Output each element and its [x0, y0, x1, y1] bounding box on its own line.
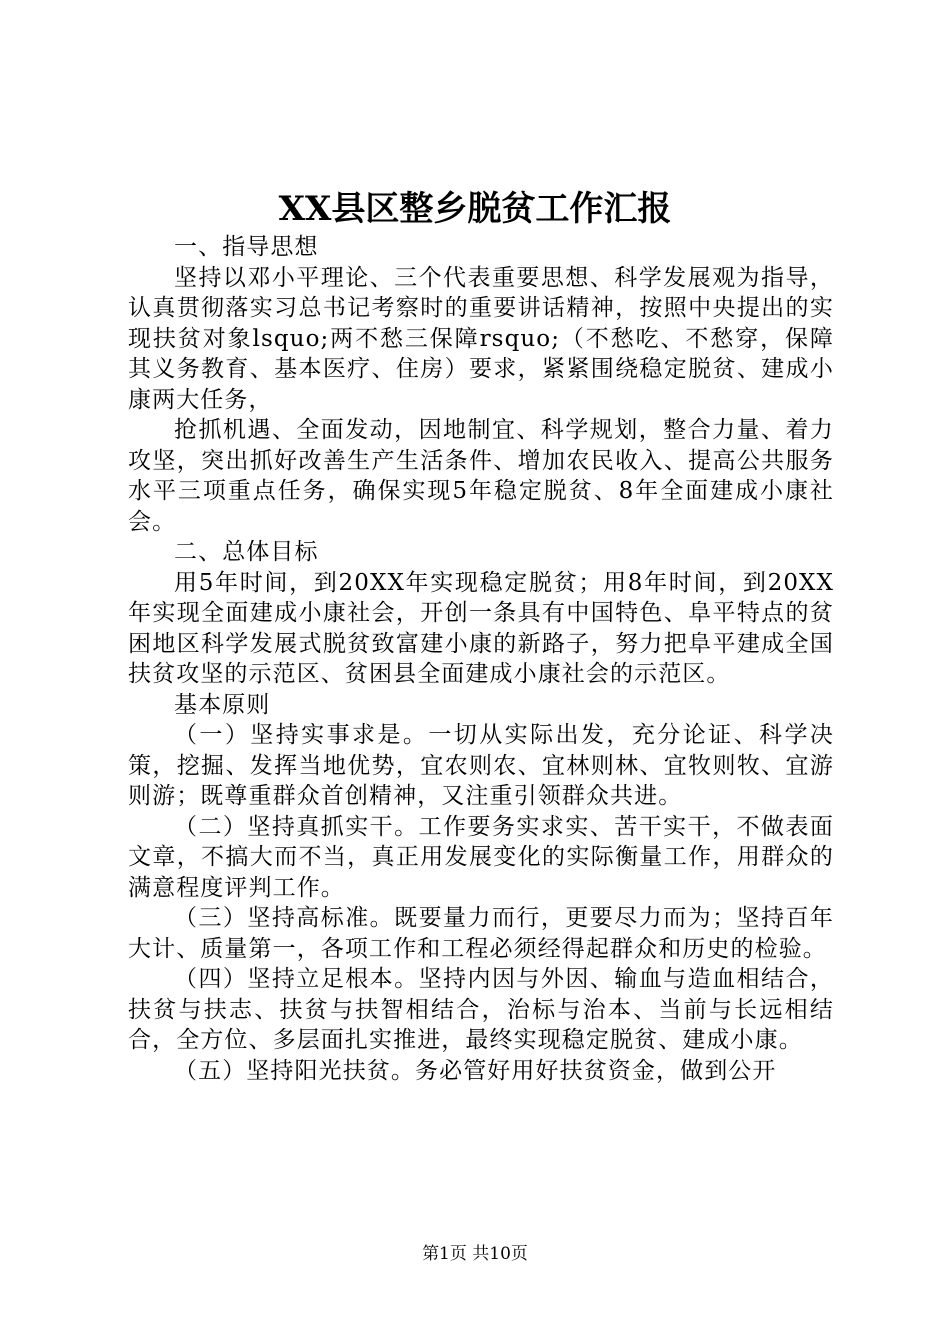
- paragraph-guiding-thought: 坚持以邓小平理论、三个代表重要思想、科学发展观为指导，认真贯彻落实习总书记考察时的重要讲话精神，按照中央提出的实现扶贫对象lsquo;两不愁三保障rsquo;（不愁吃、不愁穿，保障其义务教育、基本医疗、住房）要求，紧紧围绕稳定脱贫、建成小康两大任务，: [128, 264, 834, 413]
- paragraph-principle-5: （五）坚持阳光扶贫。务必管好用好扶贫资金，做到公开: [174, 1057, 777, 1084]
- paragraph-principle-4: （四）坚持立足根本。坚持内因与外因、输血与造血相结合，扶贫与扶志、扶贫与扶智相结合，治标与治本、当前与长远相结合，全方位、多层面扎实推进，最终实现稳定脱贫、建成小康。: [128, 966, 834, 1053]
- document-title: XX县区整乡脱贫工作汇报: [278, 189, 672, 229]
- paragraph-key-tasks: 抢抓机遇、全面发动，因地制宜、科学规划，整合力量、着力攻坚，突出抓好改善生产生活条件、增加农民收入、提高公共服务水平三项重点任务，确保实现5年稳定脱贫、8年全面建成小康社会。: [128, 417, 834, 535]
- document-body: [128, 232, 834, 1086]
- section-heading-guiding-thought: 一、指导思想: [174, 234, 319, 260]
- paragraph-overall-goal: 用5年时间，到20XX年实现稳定脱贫；用8年时间，到20XX年实现全面建成小康社会，开创一条具有中国特色、阜平特点的贫困地区科学发展式脱贫致富建小康的新路子，努力把阜平建成全国扶贫攻坚的示范区、贫困县全面建成小康社会的示范区。: [128, 569, 834, 687]
- section-heading-basic-principles: 基本原则: [174, 691, 271, 718]
- paragraph-principle-3: （三）坚持高标准。既要量力而行，更要尽力而为；坚持百年大计、质量第一，各项工作和工程必须经得起群众和历史的检验。: [128, 905, 834, 962]
- paragraph-principle-2: （二）坚持真抓实干。工作要务实求实、苦干实干，不做表面文章，不搞大而不当，真正用发展变化的实际衡量工作，用群众的满意程度评判工作。: [128, 813, 834, 901]
- paragraph-principle-1: （一）坚持实事求是。一切从实际出发，充分论证、科学决策，挖掘、发挥当地优势，宜农则农、宜林则林、宜牧则牧、宜游则游；既尊重群众首创精神，又注重引领群众共进。: [128, 722, 834, 809]
- page-footer: 第1页 共10页: [422, 1244, 528, 1264]
- section-heading-overall-goal: 二、总体目标: [174, 539, 319, 565]
